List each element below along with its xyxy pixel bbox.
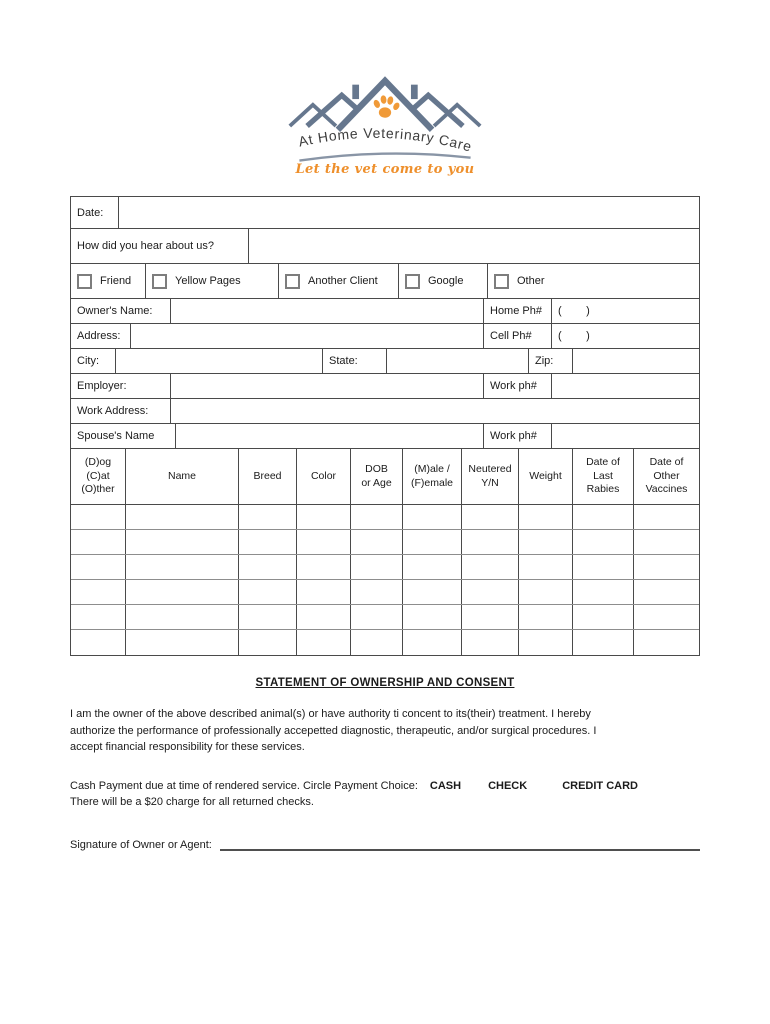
work-address-label: Work Address: [71,399,171,423]
pet-weight-cell[interactable] [519,555,573,579]
pet-vaccines-cell[interactable] [634,555,699,579]
pet-rabies-cell[interactable] [573,505,634,529]
employer-label: Employer: [71,374,171,398]
pet-species-cell[interactable] [71,630,126,655]
source-option-yellow-pages [146,264,279,298]
pet-dob-cell[interactable] [351,555,403,579]
brand-name-text: At Home Veterinary Care [296,124,474,155]
col-vaccines: Date of Other Vaccines [645,456,688,496]
another-client-checkbox[interactable] [285,274,300,289]
col-neutered: Neutered Y/N [462,449,519,504]
cell-phone-input[interactable]: ( ) [558,330,590,342]
pet-weight-cell[interactable] [519,630,573,655]
owner-row [71,299,699,324]
other-checkbox[interactable] [494,274,509,289]
client-info-form [70,196,700,656]
payment-intro: Cash Payment due at time of rendered service. Circle Payment Choice: [70,779,418,792]
pet-color-cell[interactable] [297,580,351,604]
pet-color-cell[interactable] [297,505,351,529]
col-name: Name [126,449,239,504]
pet-breed-cell[interactable] [239,530,297,554]
swoosh-icon [299,154,470,161]
zip-label: Zip: [529,349,573,373]
pet-rabies-cell[interactable] [573,580,634,604]
col-sex: (M)ale / (F)emale [403,449,462,504]
pet-neutered-cell[interactable] [462,605,519,629]
other-label: Other [517,275,545,287]
pet-neutered-cell[interactable] [462,530,519,554]
pet-vaccines-cell[interactable] [634,505,699,529]
pet-species-cell[interactable] [71,530,126,554]
pet-weight-cell[interactable] [519,505,573,529]
pet-breed-cell[interactable] [239,555,297,579]
spouse-name-label: Spouse's Name [71,424,176,448]
yellow-pages-label: Yellow Pages [175,275,241,287]
pet-vaccines-cell[interactable] [634,530,699,554]
pet-neutered-cell[interactable] [462,505,519,529]
spouse-row [71,424,699,449]
pet-neutered-cell[interactable] [462,630,519,655]
pet-breed-cell[interactable] [239,605,297,629]
pet-name-cell[interactable] [126,580,239,604]
statement-line: authorize the performance of professionally accepetted diagnostic, therapeutic, and/or surgical procedures. I [70,724,597,737]
pet-sex-cell[interactable] [403,505,462,529]
pet-dob-cell[interactable] [351,530,403,554]
pet-rabies-cell[interactable] [573,605,634,629]
col-breed: Breed [239,449,297,504]
owner-name-input[interactable] [171,299,484,323]
hear-row [71,229,699,264]
hear-input[interactable] [249,229,699,263]
date-label: Date: [71,197,119,228]
employer-work-phone-label: Work ph# [484,374,552,398]
another-client-label: Another Client [308,275,378,287]
pet-vaccines-cell[interactable] [634,630,699,655]
payment-section [70,778,700,811]
pet-species-cell[interactable] [71,505,126,529]
col-weight: Weight [519,449,573,504]
employer-input[interactable] [171,374,484,398]
returned-check-note: There will be a $20 charge for all returned checks. [70,796,314,809]
pet-row [71,505,699,530]
address-row [71,324,699,349]
source-option-friend [71,264,146,298]
logo-graphic [284,76,486,176]
pet-color-cell[interactable] [297,630,351,655]
col-species: (D)og (C)at (O)ther [71,449,126,504]
pet-weight-cell[interactable] [519,605,573,629]
pet-weight-cell[interactable] [519,530,573,554]
city-label: City: [71,349,116,373]
source-option-other [488,264,699,298]
pet-sex-cell[interactable] [403,605,462,629]
state-label: State: [323,349,387,373]
address-input[interactable] [131,324,484,348]
pet-neutered-cell[interactable] [462,580,519,604]
source-option-another-client [279,264,399,298]
pet-color-cell[interactable] [297,530,351,554]
pet-name-cell[interactable] [126,630,239,655]
signature-section [70,839,700,851]
yellow-pages-checkbox[interactable] [152,274,167,289]
pet-species-cell[interactable] [71,580,126,604]
pet-breed-cell[interactable] [239,505,297,529]
statement-line: I am the owner of the above described animal(s) or have authority ti concent to its(their) treatment. I hereby [70,708,591,720]
pet-row [71,580,699,605]
source-option-google [399,264,488,298]
sources-row [71,264,699,299]
zip-input[interactable] [573,349,699,373]
date-input[interactable] [119,197,699,228]
city-input[interactable] [116,349,323,373]
logo [0,0,770,176]
pet-dob-cell[interactable] [351,630,403,655]
pet-row [71,605,699,630]
pet-row [71,630,699,655]
pets-table-header [71,449,699,505]
home-phone-label: Home Ph# [484,299,552,323]
pet-row [71,555,699,580]
payment-option-cash[interactable]: CASH [429,779,462,792]
google-checkbox[interactable] [405,274,420,289]
pet-sex-cell[interactable] [403,630,462,655]
employer-row [71,374,699,399]
pet-name-cell[interactable] [126,555,239,579]
pet-dob-cell[interactable] [351,505,403,529]
pet-neutered-cell[interactable] [462,555,519,579]
address-label: Address: [71,324,131,348]
statement-line: accept financial responsibility for these services. [70,741,305,754]
work-address-row [71,399,699,424]
spouse-name-input[interactable] [176,424,484,448]
pet-dob-cell[interactable] [351,580,403,604]
pet-weight-cell[interactable] [519,580,573,604]
pet-breed-cell[interactable] [239,580,297,604]
pet-species-cell[interactable] [71,605,126,629]
pet-rabies-cell[interactable] [573,630,634,655]
pet-species-cell[interactable] [71,555,126,579]
pet-name-cell[interactable] [126,505,239,529]
pet-rabies-cell[interactable] [573,555,634,579]
pet-sex-cell[interactable] [403,580,462,604]
home-phone-input[interactable]: ( ) [558,305,590,317]
statement-heading: STATEMENT OF OWNERSHIP AND CONSENT [255,677,515,689]
col-dob: DOB or Age [351,449,403,504]
pet-dob-cell[interactable] [351,605,403,629]
pet-name-cell[interactable] [126,605,239,629]
payment-option-check[interactable]: CHECK [488,779,528,792]
pet-color-cell[interactable] [297,555,351,579]
pet-name-cell[interactable] [126,530,239,554]
friend-label: Friend [100,275,132,287]
state-input[interactable] [387,349,529,373]
pet-sex-cell[interactable] [403,530,462,554]
col-color: Color [297,449,351,504]
google-label: Google [428,275,464,287]
pet-vaccines-cell[interactable] [634,580,699,604]
cell-phone-label: Cell Ph# [484,324,552,348]
pet-color-cell[interactable] [297,605,351,629]
col-rabies: Date of Last Rabies [573,449,634,504]
pet-sex-cell[interactable] [403,555,462,579]
payment-option-credit-card[interactable]: CREDIT CARD [562,779,638,792]
friend-checkbox[interactable] [77,274,92,289]
signature-input-line[interactable] [220,839,700,851]
pet-breed-cell[interactable] [239,630,297,655]
city-state-zip-row [71,349,699,374]
spouse-work-phone-input[interactable] [552,424,699,448]
pet-row [71,530,699,555]
signature-label: Signature of Owner or Agent: [70,838,212,851]
hear-label: How did you hear about us? [71,229,249,263]
statement-body [70,706,700,756]
brand-tagline-text: Let the vet come to you [295,162,475,176]
owner-name-label: Owner's Name: [71,299,171,323]
work-address-input[interactable] [171,399,699,423]
spouse-work-phone-label: Work ph# [484,424,552,448]
pet-vaccines-cell[interactable] [634,605,699,629]
pet-rabies-cell[interactable] [573,530,634,554]
employer-work-phone-input[interactable] [552,374,699,398]
date-row [71,197,699,229]
